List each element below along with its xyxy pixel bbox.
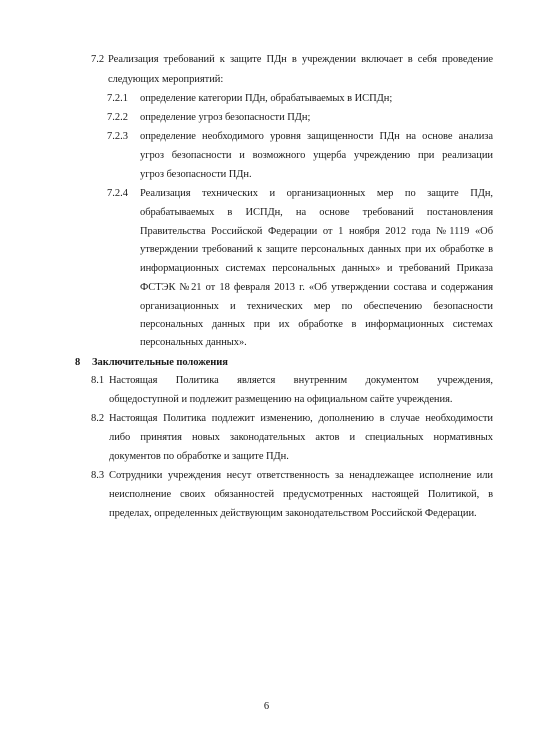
paragraph-7-2-line-1: Реализация требований к защите ПДн в учреждении включает в себя проведение	[108, 54, 493, 65]
section-8-title: Заключительные положения	[92, 357, 228, 368]
item-8-3-line-1: Сотрудники учреждения несут ответственность за ненадлежащее исполнение или	[109, 470, 493, 481]
item-7-2-3-line-1: определение необходимого уровня защищенности ПДн на основе анализа	[140, 131, 493, 142]
item-number-8-2: 8.2	[91, 413, 105, 424]
item-8-1-line-2: общедоступной и подлежит размещению на официальном сайте учреждения.	[109, 394, 453, 405]
item-7-2-1-text: определение категории ПДн, обрабатываемых в ИСПДн;	[140, 93, 393, 104]
item-number-7-2: 7.2	[91, 54, 105, 65]
item-number-8-3: 8.3	[91, 470, 105, 481]
item-7-2-3-line-3: угроз безопасности ПДн.	[140, 169, 252, 180]
item-8-3-line-3: пределах, определенных действующим законодательством Российской Федерации.	[109, 508, 477, 519]
paragraph-7-2-line-2: следующих мероприятий:	[108, 74, 224, 85]
item-8-3-line-2: неисполнение своих обязанностей предусмотренных настоящей Политикой, в	[109, 489, 493, 500]
item-number-8-1: 8.1	[91, 375, 105, 386]
item-8-2-line-2: либо принятия новых законодательных актов и специальных нормативных	[109, 432, 493, 443]
item-7-2-2-text: определение угроз безопасности ПДн;	[140, 112, 311, 123]
item-7-2-4-line-4: утверждении требований к защите персональных данных при их обработке в	[140, 244, 493, 255]
section-number-8: 8	[75, 357, 81, 368]
item-7-2-4-line-9: персональных данных».	[140, 337, 247, 348]
page-number: 6	[263, 701, 270, 712]
item-7-2-4-line-6: ФСТЭК №21 от 18 февраля 2013 г. «Об утверждении состава и содержания	[140, 282, 493, 293]
item-8-2-line-1: Настоящая Политика подлежит изменению, дополнению в случае необходимости	[109, 413, 493, 424]
item-7-2-4-line-7: организационных и технических мер по обеспечению безопасности	[140, 301, 493, 312]
item-8-2-line-3: документов по обработке и защите ПДн.	[109, 451, 289, 462]
item-7-2-4-line-2: обрабатываемых в ИСПДн, на основе требований постановления	[140, 207, 493, 218]
item-7-2-4-line-5: информационных системах персональных данных» и требований Приказа	[140, 263, 493, 274]
item-number-7-2-2: 7.2.2	[107, 112, 128, 123]
item-7-2-4-line-8: персональных данных при их обработке в информационных системах	[140, 319, 493, 330]
item-7-2-4-line-1: Реализация технических и организационных мер по защите ПДн,	[140, 188, 493, 199]
item-number-7-2-1: 7.2.1	[107, 93, 128, 104]
item-number-7-2-3: 7.2.3	[107, 131, 128, 142]
item-8-1-line-1: Настоящая Политика является внутренним документом учреждения,	[109, 375, 493, 386]
item-7-2-4-line-3: Правительства Российской Федерации от 1 ноября 2012 года №1119 «Об	[140, 226, 493, 237]
item-7-2-3-line-2: угроз безопасности и возможного ущерба учреждению при реализации	[140, 150, 493, 161]
item-number-7-2-4: 7.2.4	[107, 188, 128, 199]
